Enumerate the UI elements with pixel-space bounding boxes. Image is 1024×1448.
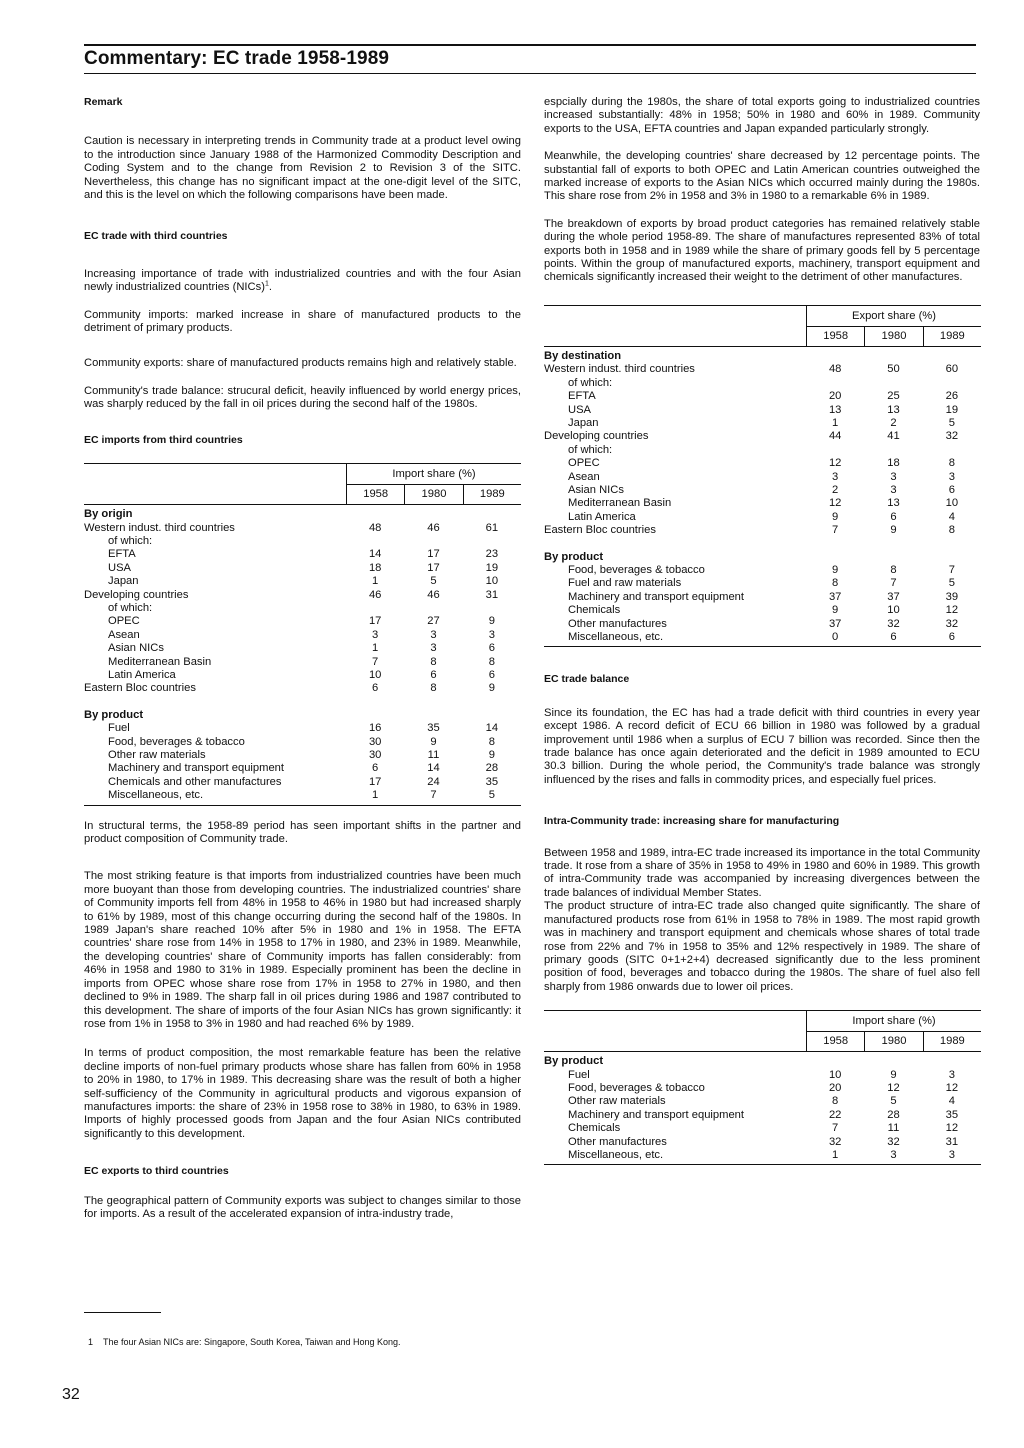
row-label: Machinery and transport equipment bbox=[568, 590, 744, 603]
table-cell: 7 bbox=[430, 789, 437, 802]
row-label: By product bbox=[84, 708, 144, 721]
table-cell: 3 bbox=[430, 642, 437, 655]
footnote-rule bbox=[84, 1312, 161, 1313]
table-cell: 46 bbox=[427, 521, 440, 534]
table-cell: 27 bbox=[427, 615, 440, 628]
row-label: Western indust. third countries bbox=[544, 363, 695, 376]
table-row bbox=[544, 1109, 981, 1122]
table-cell: 23 bbox=[485, 548, 499, 561]
table-cell: 11 bbox=[887, 1122, 900, 1135]
table-years bbox=[806, 1031, 981, 1051]
table-row bbox=[544, 457, 981, 470]
table-cell: 10 bbox=[485, 575, 499, 588]
table-cell: 9 bbox=[832, 604, 839, 617]
row-label: EFTA bbox=[568, 390, 596, 403]
table-row bbox=[544, 524, 981, 537]
table-row bbox=[84, 709, 521, 722]
table-row bbox=[544, 564, 981, 577]
year-header: 1980 bbox=[864, 326, 922, 346]
row-label: Western indust. third countries bbox=[84, 521, 235, 534]
table-row bbox=[84, 656, 521, 669]
table-cell: 5 bbox=[488, 789, 495, 802]
table-cell: 11 bbox=[427, 749, 440, 761]
table-cell: 19 bbox=[945, 403, 959, 416]
year-header: 1958 bbox=[823, 1035, 849, 1048]
table-cell: 46 bbox=[368, 588, 382, 601]
year-header: 1980 bbox=[864, 1031, 922, 1051]
row-label: USA bbox=[568, 403, 592, 416]
row-label: Food, beverages & tobacco bbox=[568, 563, 705, 576]
table-cell: 61 bbox=[485, 521, 499, 534]
row-label: Developing countries bbox=[544, 430, 649, 443]
year-header: 1989 bbox=[463, 484, 521, 504]
table-cell: 5 bbox=[890, 1095, 897, 1108]
table-row bbox=[544, 377, 981, 390]
table-cell: 6 bbox=[372, 762, 379, 775]
table-cell: 4 bbox=[948, 1095, 955, 1108]
table-row bbox=[84, 736, 521, 749]
table-cell: 5 bbox=[948, 577, 955, 590]
table-cell: 46 bbox=[427, 588, 440, 601]
table-cell: 1 bbox=[832, 416, 839, 429]
year-header: 1989 bbox=[923, 326, 981, 346]
table-cell: 8 bbox=[832, 1095, 839, 1108]
table-row bbox=[544, 363, 981, 376]
table-cell: 10 bbox=[368, 668, 382, 681]
row-label: Miscellaneous, etc. bbox=[568, 1148, 664, 1161]
row-label: Asean bbox=[568, 470, 600, 483]
row-label: By product bbox=[544, 550, 604, 563]
table-row bbox=[84, 749, 521, 762]
table-row bbox=[84, 682, 521, 695]
paragraph-exports-developing: Meanwhile, the developing countries' share decreased by 12 percentage points. The substantial fall of exports to both OPEC and Latin American countries outweighed the marked increase of exports to the Asian NICs which occurred mainly during the 1980s. This share rose from 2% in 1958 and 3% in 1980 to a remarkable 6% in 1989. bbox=[544, 150, 980, 203]
row-label: Japan bbox=[108, 575, 139, 588]
table-cell: 7 bbox=[832, 1122, 839, 1135]
row-label: By origin bbox=[84, 508, 133, 521]
table-cell: 17 bbox=[368, 775, 382, 788]
table-cell: 12 bbox=[828, 497, 842, 510]
row-label: of which: bbox=[108, 601, 153, 614]
table-row bbox=[544, 430, 981, 443]
table-row bbox=[84, 615, 521, 628]
footnote bbox=[88, 1337, 401, 1347]
table-row bbox=[84, 535, 521, 548]
table-cell: 16 bbox=[368, 722, 382, 735]
table-cell: 1 bbox=[832, 1148, 839, 1161]
table-cell: 10 bbox=[828, 1068, 842, 1081]
table-row bbox=[84, 562, 521, 575]
table-row bbox=[544, 1136, 981, 1149]
row-label: OPEC bbox=[108, 615, 140, 628]
table-cell: 32 bbox=[828, 1135, 842, 1148]
table-row bbox=[544, 350, 981, 363]
title-rule-bottom bbox=[84, 73, 976, 74]
intra-heading: Intra-Community trade: increasing share for manufacturing bbox=[544, 815, 840, 828]
table-row bbox=[544, 1069, 981, 1082]
table-cell: 48 bbox=[368, 521, 382, 534]
row-label: Food, beverages & tobacco bbox=[568, 1081, 705, 1094]
row-label: of which: bbox=[568, 376, 613, 389]
table-cell: 13 bbox=[887, 403, 900, 416]
year-header: 1958 bbox=[823, 329, 849, 342]
table-cell: 35 bbox=[945, 1108, 959, 1121]
row-label: Mediterranean Basin bbox=[108, 655, 212, 668]
table-cell: 17 bbox=[427, 548, 440, 561]
table-group-header: Export share (%) bbox=[806, 306, 981, 327]
table-cell: 12 bbox=[887, 1081, 900, 1094]
table-cell: 9 bbox=[832, 563, 839, 576]
exports-heading: EC exports to third countries bbox=[84, 1165, 229, 1178]
table-row bbox=[544, 471, 981, 484]
imports-heading: EC imports from third countries bbox=[84, 433, 243, 446]
paragraph-structural: In structural terms, the 1958-89 period has seen important shifts in the partner and product composition of Community trade. bbox=[84, 819, 521, 846]
row-label: Chemicals bbox=[568, 604, 621, 617]
table-cell: 44 bbox=[828, 430, 842, 443]
table-cell: 37 bbox=[828, 617, 842, 630]
table-cell: 6 bbox=[430, 668, 437, 681]
remark-heading: Remark bbox=[84, 96, 123, 108]
table-cell: 50 bbox=[887, 363, 900, 376]
table-cell: 37 bbox=[887, 590, 900, 603]
table-row bbox=[544, 577, 981, 590]
paragraph-imports-products: In terms of product composition, the most remarkable feature has been the relative decline imports of non-fuel primary products whose share has fallen from 60% in 1958 to 20% in 1980, to 17% in 1989. This decreasing share was the result of both a higher self-sufficiency of the Community in agricultural products and vigorous expansion of manufactures imports: the share of 23% in 1958 rose to 38% in 1980, to 63% in 1989. Imports of highly processed goods from Japan and the four Asian NICs contributed significantly to this development. bbox=[84, 1047, 521, 1140]
row-label: Fuel bbox=[568, 1068, 590, 1081]
table-cell: 32 bbox=[945, 617, 959, 630]
table-cell: 12 bbox=[945, 1122, 959, 1135]
left-column bbox=[84, 96, 521, 1221]
table-cell: 8 bbox=[948, 524, 955, 537]
row-label: Latin America bbox=[568, 510, 636, 523]
table-row bbox=[544, 484, 981, 497]
table-cell: 8 bbox=[832, 577, 839, 590]
table-row bbox=[544, 591, 981, 604]
row-label: Miscellaneous, etc. bbox=[568, 631, 664, 643]
table-cell: 13 bbox=[887, 497, 900, 510]
year-header: 1958 bbox=[363, 488, 389, 501]
paragraph-nics: Increasing importance of trade with industrialized countries and with the four Asian newly industrialized countries (NICs)$^1$. bbox=[84, 267, 521, 294]
table-cell: 1 bbox=[372, 575, 379, 588]
table-row bbox=[84, 642, 521, 655]
row-label: of which: bbox=[108, 534, 153, 547]
table-cell: 9 bbox=[890, 524, 897, 537]
row-label: Japan bbox=[568, 416, 599, 429]
table-body bbox=[544, 347, 981, 648]
title-rule-top bbox=[84, 44, 976, 46]
table-cell: 8 bbox=[488, 655, 495, 668]
table-row bbox=[84, 669, 521, 682]
table-row bbox=[544, 417, 981, 430]
table-cell: 32 bbox=[945, 430, 959, 443]
table-cell: 6 bbox=[948, 631, 955, 643]
page-title: Commentary: EC trade 1958-1989 bbox=[84, 48, 390, 69]
table-cell: 32 bbox=[887, 1135, 900, 1148]
table-body bbox=[544, 1052, 981, 1165]
table-cell: 6 bbox=[890, 631, 897, 643]
table-cell: 1 bbox=[372, 642, 379, 655]
table-row bbox=[84, 762, 521, 775]
table-row bbox=[544, 497, 981, 510]
table-cell: 8 bbox=[488, 735, 495, 748]
table-cell: 3 bbox=[948, 1068, 955, 1081]
row-label: EFTA bbox=[108, 548, 136, 561]
table-header bbox=[544, 1011, 981, 1052]
table-cell: 28 bbox=[887, 1108, 900, 1121]
table-cell: 5 bbox=[948, 416, 955, 429]
paragraph-exports-products: The breakdown of exports by broad product categories has remained relatively stable during the whole period 1958-89. The share of manufactures represented 83% of total exports both in 1958 and in 1989 while the share of primary goods fell by 5 percentage points. Within the group of manufactured exports, machinery, transport equipment and chemicals significantly increased their weight to the detriment of other manufactures. bbox=[544, 217, 980, 284]
table-cell: 32 bbox=[887, 617, 900, 630]
table-row bbox=[544, 1149, 981, 1162]
table-cell: 31 bbox=[945, 1135, 959, 1148]
table-cell: 9 bbox=[488, 682, 495, 695]
table-cell: 10 bbox=[887, 604, 900, 617]
table-cell: 20 bbox=[828, 1081, 842, 1094]
table-cell: 6 bbox=[488, 642, 495, 655]
table-cell: 18 bbox=[368, 561, 382, 574]
paragraph-exports-industrialized: espcially during the 1980s, the share of total exports going to industrialized countries increased substantially: 48% in 1958; 50% in 1980 and 60% in 1989. Community exports to the USA, EFTA countries and Japan expanded particularly strongly. bbox=[544, 96, 980, 135]
third-countries-heading: EC trade with third countries bbox=[84, 230, 228, 243]
paragraph-imports-summary: Community imports: marked increase in share of manufactured products to the detriment of primary products. bbox=[84, 308, 521, 335]
balance-heading: EC trade balance bbox=[544, 673, 630, 686]
table-cell: 18 bbox=[887, 457, 900, 470]
table-cell: 35 bbox=[427, 722, 440, 735]
table-cell: 9 bbox=[488, 749, 495, 761]
table-cell: 12 bbox=[945, 1081, 959, 1094]
table-cell: 9 bbox=[488, 615, 495, 628]
table-row bbox=[544, 551, 981, 564]
paragraph-intra-structure: The product structure of intra-EC trade also changed quite significantly. The share of manufactured products rose from 61% in 1958 to 78% in 1989. The most rapid growth was in machinery and transport equipment and chemicals whose shares of total trade rose from 22% and 7% in 1958 to 35% and 12% respectively in 1989. The share of primary goods (SITC 0+1+2+4) decreased significantly due to the less prominent position of food, beverages and tobacco during the 1980s. The share of fuel also fell sharply from 1986 onwards due to lower oil prices. bbox=[544, 900, 980, 993]
row-label: Fuel and raw materials bbox=[568, 577, 682, 590]
table-cell: 6 bbox=[372, 682, 379, 695]
table-cell: 35 bbox=[485, 775, 499, 788]
table-cell: 22 bbox=[828, 1108, 842, 1121]
table-cell: 20 bbox=[828, 390, 842, 403]
table-cell: 17 bbox=[427, 561, 440, 574]
imports-table bbox=[84, 463, 521, 806]
table-row bbox=[84, 508, 521, 521]
table-cell: 2 bbox=[832, 483, 839, 496]
table-cell: 14 bbox=[485, 722, 499, 735]
table-row bbox=[84, 548, 521, 561]
table-cell: 3 bbox=[890, 1148, 897, 1161]
row-label: By product bbox=[544, 1055, 604, 1068]
footnote-text: The four Asian NICs are: Singapore, South Korea, Taiwan and Hong Kong. bbox=[103, 1337, 401, 1347]
table-cell: 14 bbox=[427, 762, 440, 775]
intra-table bbox=[544, 1010, 981, 1165]
table-cell: 60 bbox=[945, 363, 959, 376]
table-cell: 6 bbox=[890, 510, 897, 523]
row-label: Latin America bbox=[108, 668, 176, 681]
table-cell: 10 bbox=[945, 497, 959, 510]
table-cell: 3 bbox=[832, 470, 839, 483]
row-label: Asean bbox=[108, 628, 140, 641]
table-row bbox=[84, 602, 521, 615]
table-cell: 3 bbox=[488, 628, 495, 641]
table-cell: 9 bbox=[430, 735, 437, 748]
table-years bbox=[346, 484, 521, 504]
page-number: 32 bbox=[62, 1386, 80, 1403]
row-label: Other raw materials bbox=[108, 749, 206, 761]
table-cell: 3 bbox=[890, 483, 897, 496]
row-label: OPEC bbox=[568, 457, 600, 470]
row-label: Miscellaneous, etc. bbox=[108, 789, 204, 802]
table-cell: 31 bbox=[485, 588, 499, 601]
paragraph-imports-partners: The most striking feature is that imports from industrialized countries have been much more buoyant than those from developing countries. The industrialized countries' share of Community imports fell from 48% in 1958 to 46% in 1980 but had increased sharply to 61% by 1989, most of this change occurring during the second half of the 1980s. In 1989 Japan's share reached 10% after 5% in 1980 and 1% in 1958. The EFTA countries' share rose from 14% in 1958 to 17% in 1980, and 23% in 1989. Meanwhile, the developing countries' share of Community imports has fallen considerably: from 46% in 1958 and 1980 to 31% in 1989. Especially prominent has been the decline in imports from OPEC whose share rose from 17% in 1958 to 27% in 1980, and then declined to 9% in 1989. The sharp fall in oil prices during 1986 and 1987 contributed to this development. The share of imports of the four Asian NICs has grown significantly: it rose from 1% in 1958 to 3% in 1980 and had reached 6% by 1989. bbox=[84, 870, 521, 1030]
table-cell: 8 bbox=[890, 563, 897, 576]
table-cell: 12 bbox=[945, 604, 959, 617]
row-label: By destination bbox=[544, 349, 622, 362]
table-row bbox=[544, 1055, 981, 1068]
paragraph-balance-summary: Community's trade balance: strucural deficit, heavily influenced by world energy prices, was sharply reduced by the fall in oil prices during the second half of the 1980s. bbox=[84, 384, 521, 411]
footnote-ref: 1 bbox=[264, 280, 269, 288]
table-cell: 3 bbox=[948, 1148, 955, 1161]
table-cell: 1 bbox=[372, 789, 379, 802]
paragraph-balance: Since its foundation, the EC has had a trade deficit with third countries in every year except 1986. A record deficit of ECU 66 billion in 1980 was followed by a gradual improvement until 1986 when a surplus of ECU 7 billion was recorded. Since then the trade balance has once again deteriorated and the deficit in 1989 amounted to ECU 30.3 billion. During the whole period, the Community's trade balance was strongly influenced by the rises and falls in commodity prices, and especially fuel prices. bbox=[544, 706, 980, 786]
table-row bbox=[544, 1082, 981, 1095]
table-row bbox=[544, 511, 981, 524]
table-cell: 39 bbox=[945, 590, 959, 603]
paragraph-intra-importance: Between 1958 and 1989, intra-EC trade increased its importance in the total Community trade. It rose from a share of 35% in 1958 to 49% in 1980 and 60% in 1989. This growth of intra-Community trade was accompanied by increasing divergences between the trade balances of individual Member States. bbox=[544, 846, 980, 899]
row-label: Chemicals and other manufactures bbox=[108, 775, 282, 788]
row-label: Asian NICs bbox=[108, 642, 164, 655]
table-cell: 12 bbox=[828, 457, 842, 470]
table-row bbox=[544, 390, 981, 403]
table-cell: 7 bbox=[372, 655, 379, 668]
table-cell: 2 bbox=[890, 416, 897, 429]
row-label: Chemicals bbox=[568, 1122, 621, 1135]
table-cell: 7 bbox=[890, 577, 897, 590]
table-row bbox=[544, 604, 981, 617]
table-cell: 3 bbox=[890, 470, 897, 483]
table-cell: 9 bbox=[832, 510, 839, 523]
row-label: Other manufactures bbox=[568, 617, 667, 630]
row-label: Fuel bbox=[108, 722, 130, 735]
table-row bbox=[544, 618, 981, 631]
table-cell: 26 bbox=[945, 390, 959, 403]
row-label: Other manufactures bbox=[568, 1135, 667, 1148]
paragraph-nics-text: Increasing importance of trade with industrialized countries and with the four Asian newly industrialized countries (NICs) bbox=[84, 267, 521, 294]
table-row bbox=[544, 444, 981, 457]
table-group-header: Import share (%) bbox=[806, 1011, 981, 1032]
row-label: Asian NICs bbox=[568, 483, 624, 496]
exports-table bbox=[544, 305, 981, 648]
row-label: USA bbox=[108, 561, 132, 574]
paragraph-exports-pattern: The geographical pattern of Community exports was subject to changes similar to those for imports. As a result of the accelerated expansion of intra-industry trade, bbox=[84, 1194, 521, 1220]
table-cell: 5 bbox=[430, 575, 437, 588]
table-header bbox=[544, 306, 981, 347]
table-row bbox=[84, 629, 521, 642]
remark-paragraph: Caution is necessary in interpreting trends in Community trade at a product level owing to the introduction since January 1988 of the Harmonized Commodity Description and Coding System and to the change from Revision 2 to Revision 3 of the SITC. Nevertheless, this change has no significant impact at the one-digit level of the SITC, and this is the level on which the following comparisons have been made. bbox=[84, 135, 521, 202]
table-cell: 8 bbox=[430, 682, 437, 695]
table-cell: 7 bbox=[832, 524, 839, 537]
table-years bbox=[806, 326, 981, 346]
row-label: of which: bbox=[568, 443, 613, 456]
row-label: Developing countries bbox=[84, 588, 189, 601]
table-cell: 7 bbox=[948, 563, 955, 576]
table-cell: 8 bbox=[948, 457, 955, 470]
year-header: 1980 bbox=[404, 484, 462, 504]
table-cell: 6 bbox=[488, 668, 495, 681]
table-cell: 9 bbox=[890, 1068, 897, 1081]
table-row bbox=[544, 631, 981, 644]
table-cell: 8 bbox=[430, 655, 437, 668]
row-label: Mediterranean Basin bbox=[568, 497, 672, 510]
table-cell: 41 bbox=[887, 430, 900, 443]
row-label: Machinery and transport equipment bbox=[108, 762, 284, 775]
table-cell: 0 bbox=[832, 631, 839, 643]
table-cell: 30 bbox=[368, 749, 382, 761]
table-row bbox=[84, 589, 521, 602]
table-cell: 30 bbox=[368, 735, 382, 748]
table-row bbox=[84, 722, 521, 735]
table-cell: 6 bbox=[948, 483, 955, 496]
right-column bbox=[544, 96, 980, 1165]
year-header: 1989 bbox=[923, 1031, 981, 1051]
table-cell: 3 bbox=[948, 470, 955, 483]
table-cell: 28 bbox=[485, 762, 499, 775]
table-cell: 24 bbox=[427, 775, 440, 788]
table-body bbox=[84, 505, 521, 806]
table-cell: 25 bbox=[887, 390, 900, 403]
paragraph-exports-summary: Community exports: share of manufactured products remains high and relatively stable. bbox=[84, 357, 517, 370]
row-label: Other raw materials bbox=[568, 1095, 666, 1108]
table-header bbox=[84, 464, 521, 505]
table-row bbox=[544, 1095, 981, 1108]
row-label: Machinery and transport equipment bbox=[568, 1108, 744, 1121]
table-row bbox=[84, 522, 521, 535]
row-label: Eastern Bloc countries bbox=[84, 682, 196, 695]
table-row bbox=[84, 776, 521, 789]
table-cell: 37 bbox=[828, 590, 842, 603]
row-label: Food, beverages & tobacco bbox=[108, 735, 245, 748]
table-row bbox=[84, 789, 521, 802]
table-cell: 19 bbox=[485, 561, 499, 574]
table-cell: 14 bbox=[368, 548, 382, 561]
table-row bbox=[544, 404, 981, 417]
table-row bbox=[544, 1122, 981, 1135]
table-row bbox=[84, 575, 521, 588]
table-group-header: Import share (%) bbox=[346, 464, 521, 485]
table-cell: 13 bbox=[828, 403, 842, 416]
row-label: Eastern Bloc countries bbox=[544, 524, 656, 537]
footnote-marker: 1 bbox=[88, 1337, 94, 1347]
table-cell: 3 bbox=[372, 628, 379, 641]
table-cell: 3 bbox=[430, 628, 437, 641]
table-cell: 17 bbox=[368, 615, 382, 628]
table-cell: 48 bbox=[828, 363, 842, 376]
table-cell: 4 bbox=[948, 510, 955, 523]
